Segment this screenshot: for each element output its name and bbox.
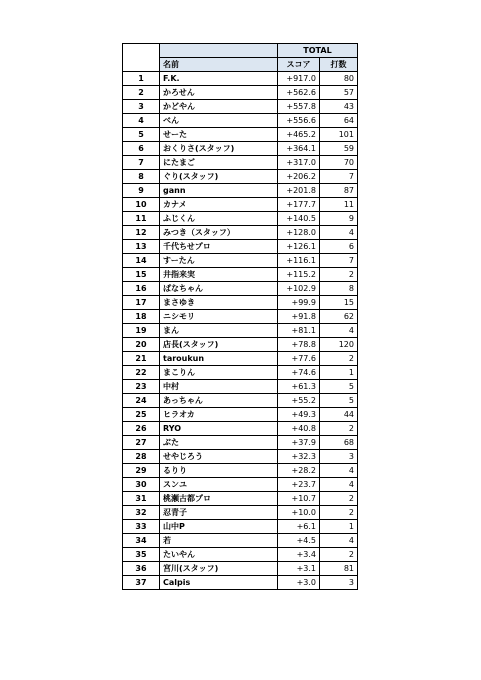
table-row	[123, 576, 358, 590]
name-cell: すーたん	[160, 254, 278, 268]
shots-cell: 4	[320, 534, 358, 548]
name-cell: かろせん	[160, 86, 278, 100]
rank-cell: 26	[123, 422, 160, 436]
score-cell: +557.8	[278, 100, 320, 114]
score-cell: +4.5	[278, 534, 320, 548]
table-row	[123, 296, 358, 310]
shots-header: 打数	[320, 58, 358, 72]
score-cell: +364.1	[278, 142, 320, 156]
shots-cell: 44	[320, 408, 358, 422]
total-header: TOTAL	[278, 44, 358, 58]
rank-cell: 16	[123, 282, 160, 296]
table-row	[123, 226, 358, 240]
name-header-spacer	[160, 44, 278, 58]
score-cell: +317.0	[278, 156, 320, 170]
name-cell: RYO	[160, 422, 278, 436]
name-cell: カナメ	[160, 198, 278, 212]
shots-cell: 68	[320, 436, 358, 450]
name-cell: みつき（スタッフ）	[160, 226, 278, 240]
name-cell: taroukun	[160, 352, 278, 366]
score-cell: +115.2	[278, 268, 320, 282]
shots-cell: 120	[320, 338, 358, 352]
shots-cell: 3	[320, 450, 358, 464]
shots-cell: 2	[320, 268, 358, 282]
table-row	[123, 170, 358, 184]
table-row	[123, 366, 358, 380]
score-cell: +10.7	[278, 492, 320, 506]
name-cell: まこりん	[160, 366, 278, 380]
rank-cell: 11	[123, 212, 160, 226]
rank-cell: 12	[123, 226, 160, 240]
name-header: 名前	[160, 58, 278, 72]
rank-cell: 37	[123, 576, 160, 590]
table-row	[123, 478, 358, 492]
table-row	[123, 198, 358, 212]
rank-cell: 17	[123, 296, 160, 310]
table-row	[123, 534, 358, 548]
shots-cell: 64	[320, 114, 358, 128]
rank-cell: 28	[123, 450, 160, 464]
table-row	[123, 408, 358, 422]
shots-cell: 2	[320, 548, 358, 562]
rank-cell: 33	[123, 520, 160, 534]
shots-cell: 101	[320, 128, 358, 142]
table-row	[123, 338, 358, 352]
table-row	[123, 548, 358, 562]
shots-cell: 80	[320, 72, 358, 86]
score-cell: +556.6	[278, 114, 320, 128]
name-cell: おくりさ(スタッフ)	[160, 142, 278, 156]
rank-cell: 9	[123, 184, 160, 198]
name-cell: まん	[160, 324, 278, 338]
rank-cell: 36	[123, 562, 160, 576]
rank-cell: 15	[123, 268, 160, 282]
name-cell: かどやん	[160, 100, 278, 114]
name-cell: ぱなちゃん	[160, 282, 278, 296]
score-cell: +91.8	[278, 310, 320, 324]
score-cell: +28.2	[278, 464, 320, 478]
shots-cell: 3	[320, 576, 358, 590]
score-cell: +3.1	[278, 562, 320, 576]
score-cell: +49.3	[278, 408, 320, 422]
table-row	[123, 184, 358, 198]
score-cell: +10.0	[278, 506, 320, 520]
shots-cell: 15	[320, 296, 358, 310]
name-cell: 山中P	[160, 520, 278, 534]
shots-cell: 43	[320, 100, 358, 114]
score-cell: +3.0	[278, 576, 320, 590]
score-cell: +74.6	[278, 366, 320, 380]
shots-cell: 62	[320, 310, 358, 324]
rank-cell: 22	[123, 366, 160, 380]
score-cell: +206.2	[278, 170, 320, 184]
score-cell: +40.8	[278, 422, 320, 436]
score-cell: +32.3	[278, 450, 320, 464]
shots-cell: 70	[320, 156, 358, 170]
table-row	[123, 100, 358, 114]
name-cell: るりり	[160, 464, 278, 478]
score-cell: +61.3	[278, 380, 320, 394]
table-row	[123, 464, 358, 478]
rank-cell: 6	[123, 142, 160, 156]
name-cell: せやじろう	[160, 450, 278, 464]
score-cell: +102.9	[278, 282, 320, 296]
rank-cell: 4	[123, 114, 160, 128]
name-cell: 宮川(スタッフ)	[160, 562, 278, 576]
rank-cell: 1	[123, 72, 160, 86]
shots-cell: 8	[320, 282, 358, 296]
rank-cell: 3	[123, 100, 160, 114]
shots-cell: 2	[320, 352, 358, 366]
shots-cell: 2	[320, 506, 358, 520]
table-row	[123, 254, 358, 268]
shots-cell: 57	[320, 86, 358, 100]
shots-cell: 2	[320, 492, 358, 506]
table-row	[123, 212, 358, 226]
rank-cell: 31	[123, 492, 160, 506]
name-cell: 千代ちせプロ	[160, 240, 278, 254]
score-header: スコア	[278, 58, 320, 72]
name-cell: 店長(スタッフ)	[160, 338, 278, 352]
score-cell: +78.8	[278, 338, 320, 352]
name-cell: にたまご	[160, 156, 278, 170]
rank-cell: 10	[123, 198, 160, 212]
name-cell: ヒラオカ	[160, 408, 278, 422]
rank-cell: 5	[123, 128, 160, 142]
name-cell: gann	[160, 184, 278, 198]
shots-cell: 4	[320, 464, 358, 478]
score-cell: +55.2	[278, 394, 320, 408]
table-row	[123, 352, 358, 366]
rank-cell: 21	[123, 352, 160, 366]
ranking-table	[122, 43, 358, 590]
shots-cell: 7	[320, 254, 358, 268]
rank-cell: 18	[123, 310, 160, 324]
rank-cell: 32	[123, 506, 160, 520]
name-cell: 中村	[160, 380, 278, 394]
shots-cell: 9	[320, 212, 358, 226]
table-row	[123, 506, 358, 520]
rank-cell: 19	[123, 324, 160, 338]
name-cell: せーた	[160, 128, 278, 142]
table-row	[123, 450, 358, 464]
table-row	[123, 156, 358, 170]
score-cell: +177.7	[278, 198, 320, 212]
score-cell: +126.1	[278, 240, 320, 254]
table-row	[123, 240, 358, 254]
shots-cell: 7	[320, 170, 358, 184]
rank-cell: 27	[123, 436, 160, 450]
table-row	[123, 436, 358, 450]
shots-cell: 87	[320, 184, 358, 198]
shots-cell: 6	[320, 240, 358, 254]
shots-cell: 5	[320, 394, 358, 408]
shots-cell: 1	[320, 366, 358, 380]
table-row	[123, 72, 358, 86]
score-cell: +37.9	[278, 436, 320, 450]
rank-cell: 35	[123, 548, 160, 562]
rank-cell: 23	[123, 380, 160, 394]
shots-cell: 4	[320, 324, 358, 338]
name-cell: ぐり(スタッフ)	[160, 170, 278, 184]
table-row	[123, 422, 358, 436]
shots-cell: 1	[320, 520, 358, 534]
score-cell: +201.8	[278, 184, 320, 198]
score-cell: +6.1	[278, 520, 320, 534]
table-row	[123, 268, 358, 282]
score-cell: +81.1	[278, 324, 320, 338]
name-cell: スンユ	[160, 478, 278, 492]
score-cell: +77.6	[278, 352, 320, 366]
table-row	[123, 282, 358, 296]
name-cell: たいやん	[160, 548, 278, 562]
table-row	[123, 324, 358, 338]
score-cell: +465.2	[278, 128, 320, 142]
score-cell: +3.4	[278, 548, 320, 562]
table-row	[123, 114, 358, 128]
table-row	[123, 520, 358, 534]
rank-cell: 24	[123, 394, 160, 408]
shots-cell: 5	[320, 380, 358, 394]
shots-cell: 59	[320, 142, 358, 156]
name-cell: 若	[160, 534, 278, 548]
shots-cell: 2	[320, 422, 358, 436]
score-cell: +23.7	[278, 478, 320, 492]
name-cell: べん	[160, 114, 278, 128]
name-cell: ぶた	[160, 436, 278, 450]
rank-cell: 14	[123, 254, 160, 268]
table-row	[123, 394, 358, 408]
score-cell: +128.0	[278, 226, 320, 240]
rank-cell: 30	[123, 478, 160, 492]
shots-cell: 81	[320, 562, 358, 576]
table-row	[123, 310, 358, 324]
rank-cell: 8	[123, 170, 160, 184]
rank-cell: 7	[123, 156, 160, 170]
shots-cell: 11	[320, 198, 358, 212]
score-cell: +99.9	[278, 296, 320, 310]
name-cell: 桃瀬古都プロ	[160, 492, 278, 506]
shots-cell: 4	[320, 226, 358, 240]
name-cell: ニシモリ	[160, 310, 278, 324]
name-cell: 忍青子	[160, 506, 278, 520]
score-cell: +917.0	[278, 72, 320, 86]
rank-cell: 20	[123, 338, 160, 352]
rank-cell: 29	[123, 464, 160, 478]
score-cell: +562.6	[278, 86, 320, 100]
score-cell: +140.5	[278, 212, 320, 226]
rank-cell: 2	[123, 86, 160, 100]
table-row	[123, 380, 358, 394]
name-cell: F.K.	[160, 72, 278, 86]
name-cell: あっちゃん	[160, 394, 278, 408]
name-cell: ふじくん	[160, 212, 278, 226]
header-row-total	[123, 44, 358, 58]
corner-cell	[123, 44, 160, 72]
table-row	[123, 86, 358, 100]
table-row	[123, 128, 358, 142]
name-cell: まさゆき	[160, 296, 278, 310]
rank-cell: 34	[123, 534, 160, 548]
shots-cell: 4	[320, 478, 358, 492]
score-cell: +116.1	[278, 254, 320, 268]
table-row	[123, 562, 358, 576]
name-cell: Calpis	[160, 576, 278, 590]
rank-cell: 13	[123, 240, 160, 254]
table-row	[123, 142, 358, 156]
rank-cell: 25	[123, 408, 160, 422]
name-cell: 井指来実	[160, 268, 278, 282]
table-row	[123, 492, 358, 506]
